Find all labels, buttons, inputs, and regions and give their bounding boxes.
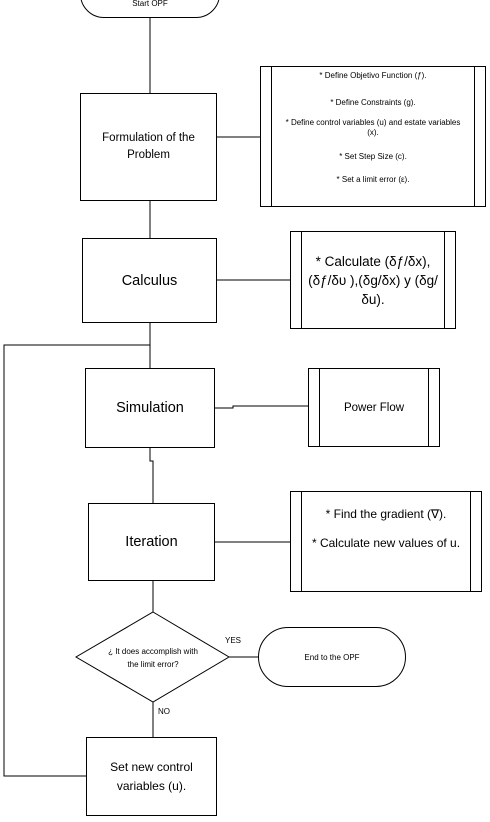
simulation-label: Simulation — [116, 400, 184, 416]
power-flow-label: Power Flow — [343, 401, 405, 414]
set-new-control-box — [86, 737, 217, 816]
yes-label: YES — [225, 636, 242, 645]
power-flow-box — [308, 368, 440, 447]
calculus-label: Calculus — [121, 272, 178, 289]
decision-label: ¿ It does accomplish with the limit error? — [108, 647, 198, 669]
note-calculate-new-values: * Calculate new values of u. — [311, 536, 461, 550]
note-control-variables: * Define control variables (u) and estate variables (x). — [285, 118, 461, 137]
set-new-control-label: Set new control variables (u). — [110, 759, 193, 793]
note-find-gradient: * Find the gradient (∇). — [325, 507, 447, 521]
note-objective-function: * Define Objetivo Function (ƒ). — [319, 71, 427, 80]
note-step-size: * Set Step Size (c). — [339, 152, 407, 161]
end-opf-label: End to the OPF — [304, 652, 360, 662]
iteration-box — [88, 503, 215, 581]
formulation-box — [80, 93, 217, 201]
iteration-notes-box — [290, 491, 482, 592]
iteration-label: Iteration — [125, 534, 178, 550]
formulation-label: Formulation of the Problem — [102, 132, 195, 161]
calculus-note-box — [290, 231, 456, 329]
no-label: NO — [158, 707, 170, 716]
simulation-box — [85, 368, 215, 448]
note-constraints: * Define Constraints (g). — [330, 98, 416, 107]
calculus-note: * Calculate (δƒ/δx), (δƒ/δυ ),(δg/δx) y (δg/δu). — [308, 253, 438, 307]
note-limit-error: * Set a limit error (ε). — [336, 175, 410, 184]
calculus-box — [82, 238, 217, 323]
start-opf-label: Start OPF — [132, 0, 168, 8]
end-opf-terminal — [258, 627, 406, 687]
start-opf-terminal — [80, 0, 220, 18]
formulation-notes-box — [260, 66, 486, 207]
